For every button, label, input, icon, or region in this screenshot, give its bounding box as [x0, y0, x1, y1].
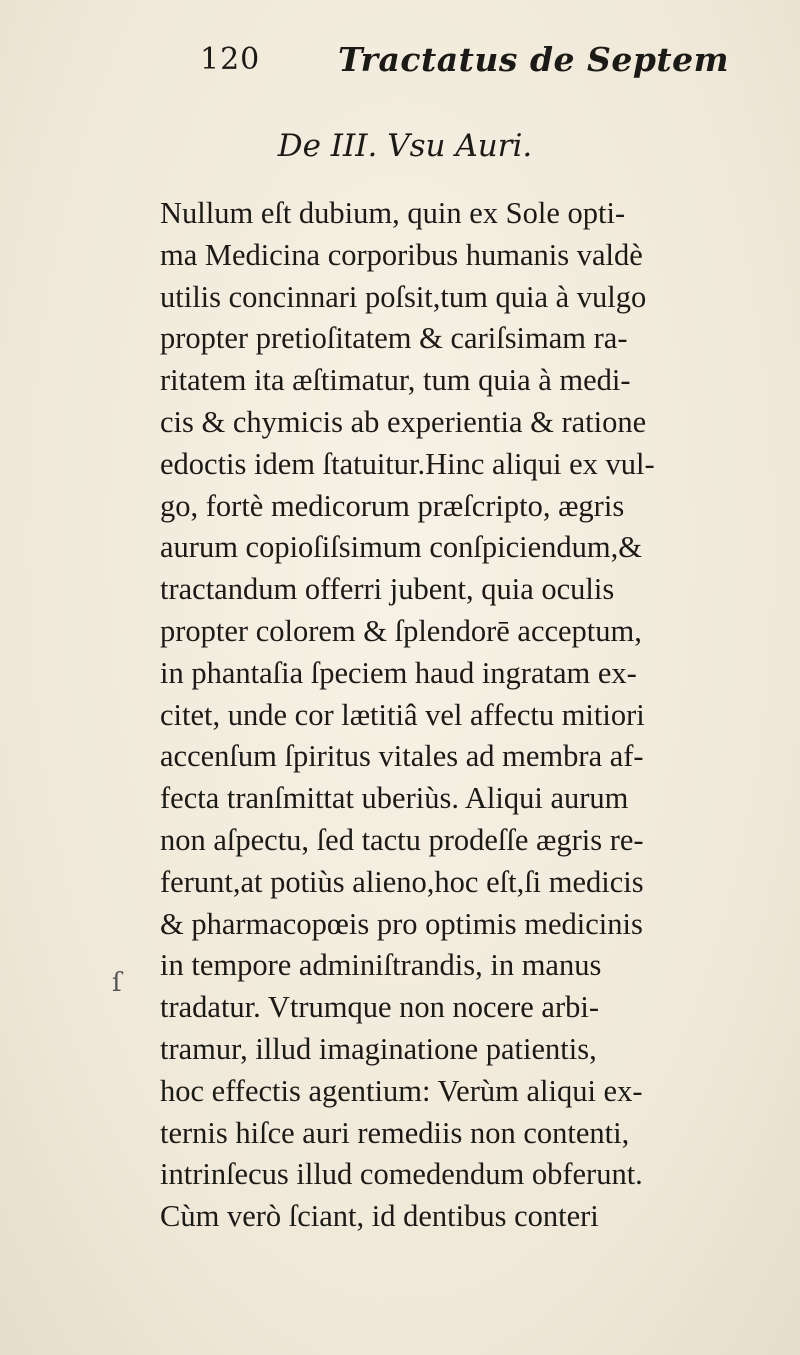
text-line: utilis concinnari poſsit,tum quia à vulgo: [160, 279, 647, 314]
text-line: intrinſecus illud comedendum obferunt.: [160, 1157, 643, 1192]
text-line: aurum copioſiſsimum conſpiciendum,&: [160, 530, 642, 565]
text-line: in tempore adminiſtrandis, in manus: [160, 948, 602, 983]
text-line: ma Medicina corporibus humanis valdè: [160, 237, 643, 272]
text-line: propter pretioſitatem & cariſsimam ra-: [160, 321, 628, 356]
text-line: citet, unde cor lætitiâ vel affectu mitiori: [160, 697, 645, 732]
text-line: & pharmacopœis pro optimis medicinis: [160, 906, 643, 941]
section-heading: De III. Vsu Auri.: [277, 128, 533, 164]
text-line: Cùm verò ſciant, id dentibus conteri: [160, 1199, 599, 1234]
text-line: hoc effectis agentium: Verùm aliqui ex-: [160, 1073, 643, 1108]
text-line: ternis hiſce auri remediis non contenti,: [160, 1115, 630, 1150]
text-line: propter colorem & ſplendorē acceptum,: [160, 613, 642, 648]
running-head: [0, 38, 800, 88]
running-title: Tractatus de Septem: [338, 40, 730, 79]
text-line: tradatur. Vtrumque non nocere arbi-: [160, 990, 599, 1025]
text-line: tractandum offerri jubent, quia oculis: [160, 572, 615, 607]
text-line: fecta tranſmittat uberiùs. Aliqui aurum: [160, 781, 629, 816]
margin-mark: ſ: [112, 968, 122, 998]
text-line: ferunt,at potiùs alieno,hoc eſt,ſi medicis: [160, 864, 644, 899]
page-number: 120: [200, 42, 261, 77]
text-line: in phantaſia ſpeciem haud ingratam ex-: [160, 655, 637, 690]
body-text: [160, 193, 800, 1238]
text-line: edoctis idem ſtatuitur.Hinc aliqui ex vul-: [160, 446, 655, 481]
text-line: non aſpectu, ſed tactu prodeſſe ægris re-: [160, 822, 644, 857]
text-line: tramur, illud imaginatione patientis,: [160, 1031, 597, 1066]
text-line: accenſum ſpiritus vitales ad membra af-: [160, 739, 644, 774]
text-line: go, fortè medicorum præſcripto, ægris: [160, 488, 625, 523]
text-line: Nullum eſt dubium, quin ex Sole opti-: [160, 196, 626, 230]
text-line: ritatem ita æſtimatur, tum quia à medi-: [160, 363, 631, 398]
text-line: cis & chymicis ab experientia & ratione: [160, 404, 647, 439]
